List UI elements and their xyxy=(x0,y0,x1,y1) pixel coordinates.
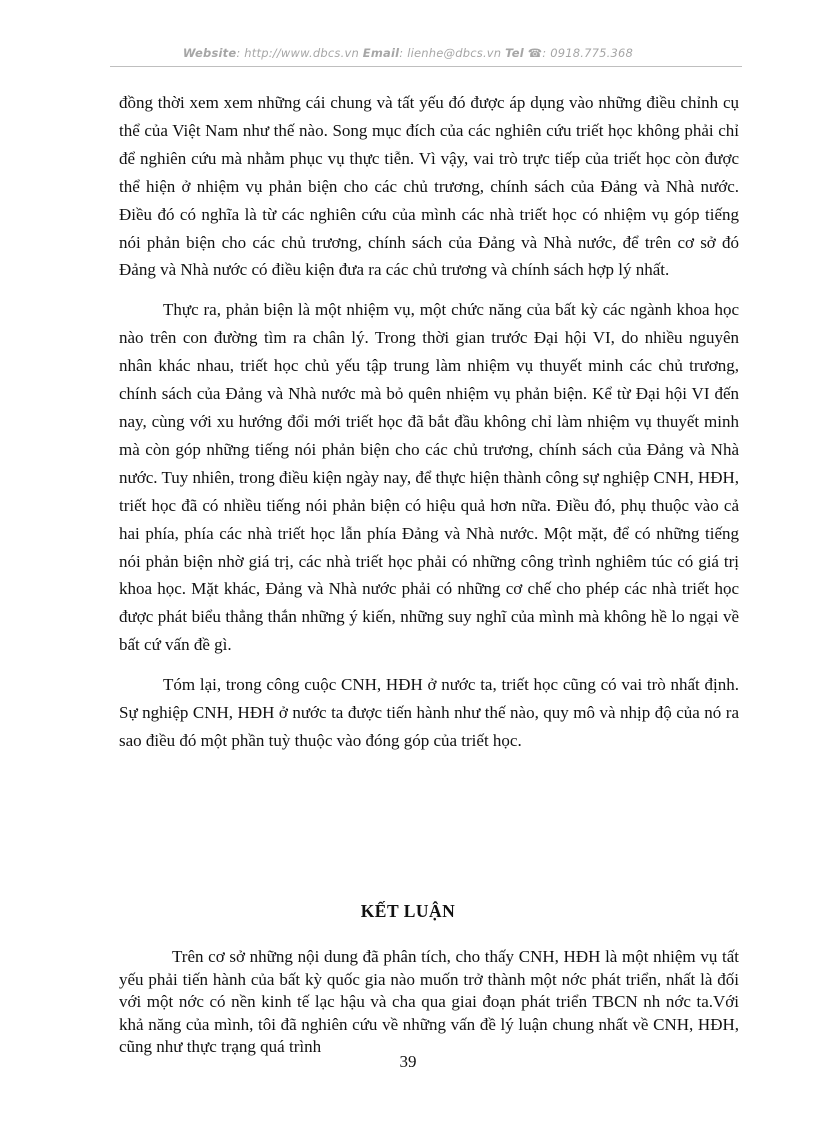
email-label: Email xyxy=(362,46,400,60)
conclusion-heading: KẾT LUẬN xyxy=(360,901,456,921)
phone-icon: ☎ xyxy=(527,46,543,60)
page-number: 39 xyxy=(399,1052,417,1071)
tel-label: Tel xyxy=(505,46,524,60)
tel-value: : 0918.775.368 xyxy=(542,46,634,60)
email-value[interactable]: : lienhe@dbcs.vn xyxy=(399,46,502,60)
website-label: Website xyxy=(182,46,237,60)
paragraph-2: Thực ra, phản biện là một nhiệm vụ, một chức năng của bất kỳ các ngành khoa học nào trên con đường tìm ra chân lý. Trong thời gian trước Đại hội VI, do nhiều nguyên nhân khác nhau, triết học chủ yếu tập trung làm nhiệm vụ thuyết minh các chủ trương, chính sách của Đảng và Nhà nước mà bỏ quên nhiệm vụ phản biện. Kể từ Đại hội VI đến nay, cùng với xu hướng đổi mới triết học đã bắt đầu không chỉ làm nhiệm vụ thuyết minh mà còn góp những tiếng nói phản biện cho các chủ trương, chính sách của Đảng và Nhà nước. Tuy nhiên, trong điều kiện ngày nay, để thực hiện thành công sự nghiệp CNH, HĐH, triết học đã có nhiều tiếng nói phản biện có hiệu quả hơn nữa. Điều đó, phụ thuộc vào cả hai phía, phía các nhà triết học lẫn phía Đảng và Nhà nước. Một mặt, để có những tiếng nói phản biện nhờ giá trị, các nhà triết học phải có những công trình nghiêm túc có giá trị khoa học. Mặt khác, Đảng và Nhà nước phải có những cơ chế cho phép các nhà triết học được phát biểu thẳng thắn những ý kiến, những suy nghĩ của mình mà không hề lo ngại về bất cứ vấn đề gì. xyxy=(119,300,739,655)
website-value[interactable]: : http://www.dbcs.vn xyxy=(236,46,359,60)
body-section xyxy=(119,89,739,755)
paragraph-3: Tóm lại, trong công cuộc CNH, HĐH ở nước ta, triết học cũng có vai trò nhất định. Sự nghiệp CNH, HĐH ở nước ta được tiến hành như thế nào, quy mô và nhịp độ của nó ra sao điều đó một phần tuỳ thuộc vào đóng góp của triết học. xyxy=(119,675,739,750)
header-divider xyxy=(110,66,742,67)
paragraph-1: đồng thời xem xem những cái chung và tất yếu đó được áp dụng vào những điều chỉnh cụ thể của Việt Nam như thế nào. Song mục đích của các nghiên cứu triết học không phải chỉ để nghiên cứu mà nhằm phục vụ thực tiễn. Vì vậy, vai trò trực tiếp của triết học còn được thể hiện ở nhiệm vụ phản biện cho các chủ trương, chính sách của Đảng và Nhà nước. Điều đó có nghĩa là từ các nghiên cứu của mình các nhà triết học có nhiệm vụ góp tiếng nói phản biện cho các chủ trương, chính sách của Đảng và Nhà nước, để trên cơ sở đó Đảng và Nhà nước có điều kiện đưa ra các chủ trương và chính sách hợp lý nhất. xyxy=(119,93,739,280)
conclusion-section xyxy=(119,946,739,1059)
page-header xyxy=(0,46,816,60)
conclusion-paragraph: Trên cơ sở những nội dung đã phân tích, cho thấy CNH, HĐH là một nhiệm vụ tất yếu phải tiến hành của bất kỳ quốc gia nào muốn trở thành một nớc phát triển, nhất là đối với một nớc có nền kinh tế lạc hậu và cha qua giai đoạn phát triển TBCN nh nớc ta.Với khả năng của mình, tôi đã nghiên cứu về những vấn đề lý luận chung nhất về CNH, HĐH, cũng như thực trạng quá trình xyxy=(119,947,739,1056)
